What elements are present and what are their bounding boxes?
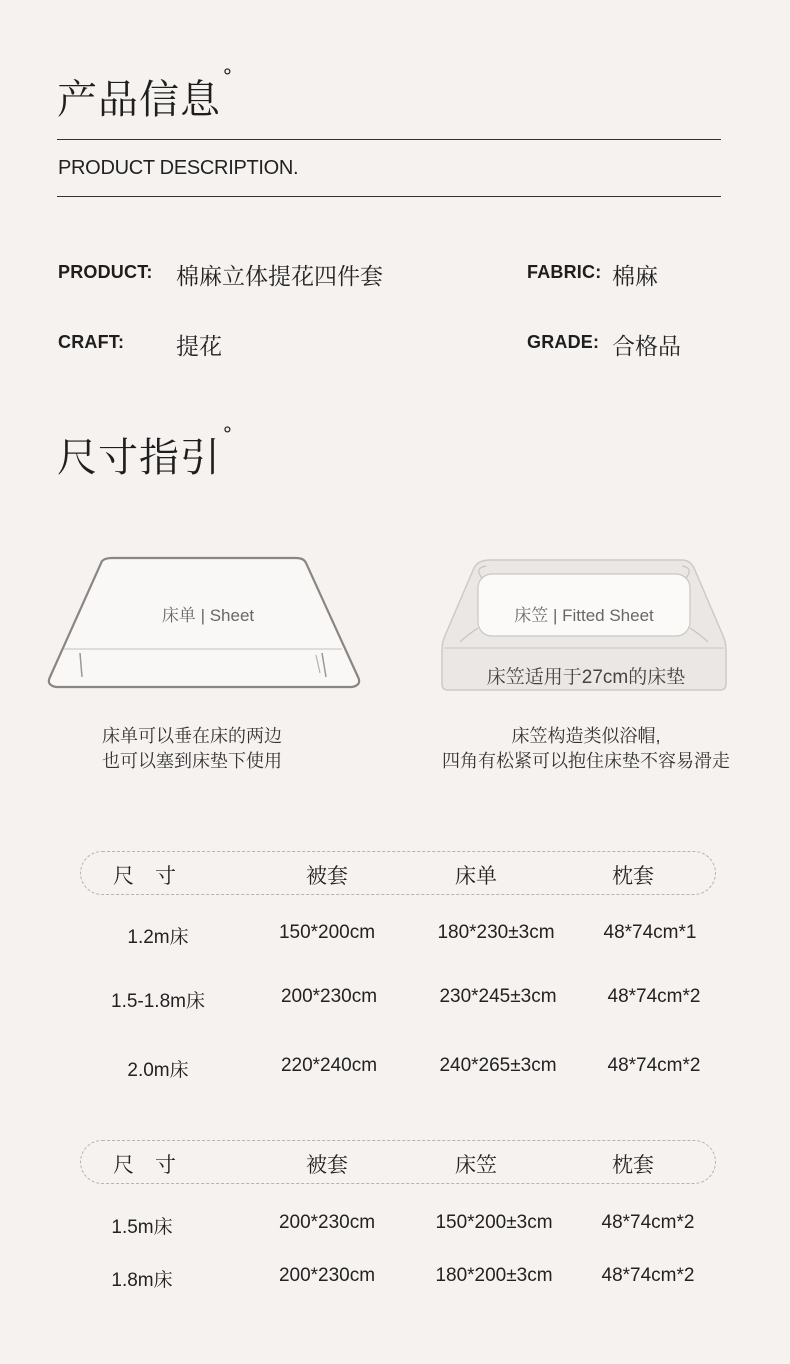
cell-bed-size: 1.5m床 [111,1217,173,1238]
cell-bed-size: 1.8m床 [111,1270,173,1291]
table-row [0,1265,790,1295]
table-row [0,986,790,1016]
table1-header-sheet: 床单 [455,865,497,888]
cell-sheet: 230*245±3cm [439,986,557,1007]
table-row [0,1212,790,1242]
cell-pillowcase: 48*74cm*2 [601,1265,695,1286]
craft-label: CRAFT: [58,332,125,352]
cell-duvet: 220*240cm [280,1055,378,1076]
cell-sheet: 180*230±3cm [437,922,555,943]
table1-header-duvet: 被套 [306,865,348,888]
sheet-caption-line: 也可以塞到床垫下使用 [102,751,282,771]
fabric-label: FABRIC: [527,262,602,282]
cell-pillowcase: 48*74cm*2 [607,1055,701,1076]
table2-header-fitted-sheet: 床笠 [455,1154,497,1177]
cell-duvet: 150*200cm [278,922,376,943]
cell-duvet: 200*230cm [280,986,378,1007]
grade-label: GRADE: [527,332,600,352]
divider [57,139,721,140]
degree-mark: ° [223,64,233,89]
cell-pillowcase: 48*74cm*2 [601,1212,695,1233]
fabric-value: 棉麻 [612,263,658,289]
product-description-subtitle: PRODUCT DESCRIPTION. [58,157,299,179]
cell-sheet: 240*265±3cm [439,1055,557,1076]
product-label: PRODUCT: [58,262,153,282]
cell-duvet: 200*230cm [278,1265,376,1286]
table1-header-size: 尺 寸 [113,865,176,888]
product-info-title-text: 产品信息 [57,78,221,122]
table2-header-size: 尺 寸 [113,1154,176,1177]
table2-header-duvet: 被套 [306,1154,348,1177]
table-row [0,1055,790,1085]
table2-header-pillowcase: 枕套 [612,1154,654,1177]
table-row [0,922,790,952]
craft-value: 提花 [176,333,222,359]
sheet-caption [60,724,324,774]
sheet-label: 床单 | Sheet [161,606,255,625]
sheet-caption-line: 床单可以垂在床的两边 [102,726,282,746]
degree-mark: ° [223,422,233,447]
cell-bed-size: 1.2m床 [127,927,189,948]
fitted-band-label: 床笠适用于27cm的床垫 [486,667,686,688]
grade-value: 合格品 [612,333,681,359]
cell-pillowcase: 48*74cm*1 [603,922,697,943]
cell-bed-size: 1.5-1.8m床 [111,991,205,1012]
cell-fitted-sheet: 180*200±3cm [435,1265,553,1286]
divider [57,196,721,197]
product-info-title [57,64,233,125]
size-guide-title [57,422,233,483]
cell-duvet: 200*230cm [278,1212,376,1233]
fitted-caption [416,724,756,774]
fitted-caption-line: 四角有松紧可以抱住床垫不容易滑走 [442,751,730,771]
product-value: 棉麻立体提花四件套 [176,263,383,289]
cell-bed-size: 2.0m床 [127,1060,189,1081]
sheet-illustration [40,555,368,700]
cell-pillowcase: 48*74cm*2 [607,986,701,1007]
fitted-caption-line: 床笠构造类似浴帽, [511,726,661,746]
table1-header-pillowcase: 枕套 [612,865,654,888]
size-guide-title-text: 尺寸指引 [57,436,221,480]
fitted-sheet-label: 床笠 | Fitted Sheet [514,606,654,625]
cell-fitted-sheet: 150*200±3cm [435,1212,553,1233]
